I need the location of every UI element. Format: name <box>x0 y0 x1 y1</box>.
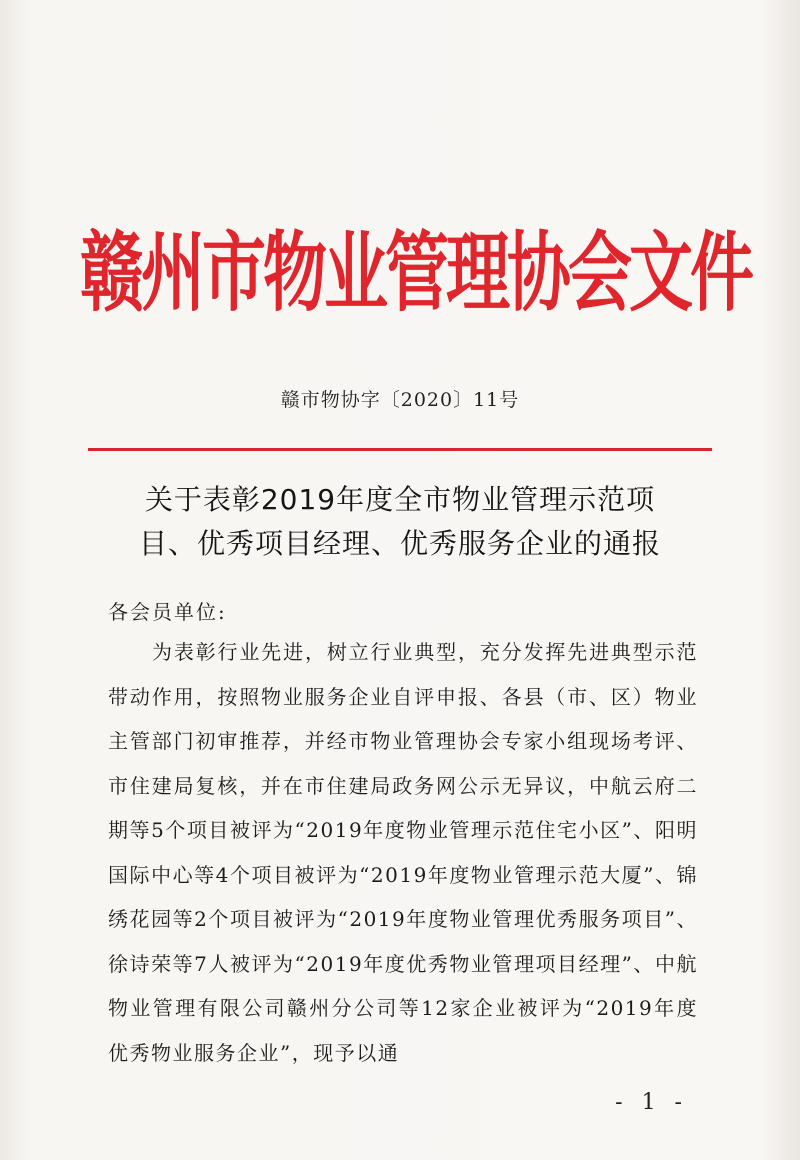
notice-title <box>100 478 700 566</box>
notice-title-line-2: 目、优秀项目经理、优秀服务企业的通报 <box>138 527 661 560</box>
salutation: 各会员单位: <box>108 600 227 624</box>
red-divider-line <box>88 448 712 451</box>
document-number: 赣市物协字〔2020〕11号 <box>280 389 520 411</box>
notice-title-line-1: 关于表彰2019年度全市物业管理示范项 <box>144 483 656 516</box>
document-header-title: 赣州市物业管理协会文件 <box>80 222 751 325</box>
page-number: - 1 - <box>615 1090 688 1115</box>
body-paragraph: 为表彰行业先进，树立行业典型，充分发挥先进典型示范带动作用，按照物业服务企业自评申报、各县（市、区）物业主管部门初审推荐，并经市物业管理协会专家小组现场考评、市住建局复核，并在市住建局政务网公示无异议，中航云府二期等5个项目被评为“2019年度物业管理示范住宅小区”、阳明国际中心等4个项目被评为“2019年度物业管理示范大厦”、锦绣花园等2个项目被评为“2019年度物业管理优秀服务项目”、徐诗荣等7人被评为“2019年度优秀物业管理项目经理”、中航物业管理有限公司赣州分公司等12家企业被评为“2019年度优秀物业服务企业”，现予以通 <box>108 640 698 1065</box>
